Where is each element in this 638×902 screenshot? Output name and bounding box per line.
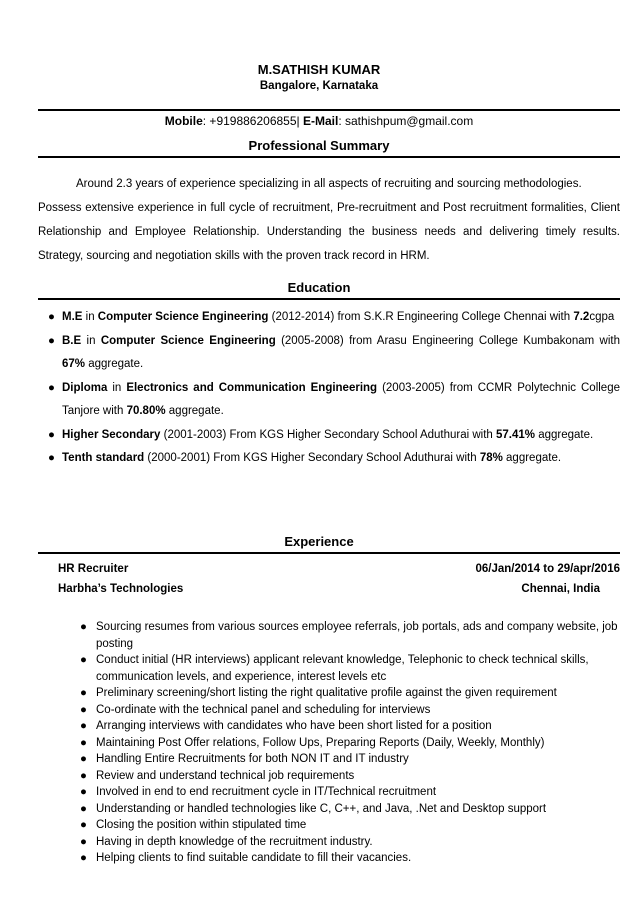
candidate-name: M.SATHISH KUMAR: [257, 62, 381, 77]
experience-rule: [38, 552, 620, 554]
job-dates: 06/Jan/2014 to 29/apr/2016: [475, 563, 620, 575]
job-company: Harbha’s Technologies: [58, 583, 184, 595]
experience-bullet: ● Handling Entire Recruitments for both NON IT and IT industry: [96, 751, 620, 768]
bullet-icon: ●: [80, 621, 87, 633]
bullet-icon: ●: [48, 452, 55, 464]
bullet-icon: ●: [48, 311, 55, 323]
education-item: ● Tenth standard (2000-2001) From KGS Higher Secondary School Aduthurai with 78% aggregate.: [62, 447, 620, 471]
experience-heading: Experience: [284, 534, 354, 549]
summary-rest: Possess extensive experience in full cycle of recruitment, Pre-recruitment and Post recruitment formalities, Client Relationship and Employee Relationship. Understanding the business needs and delivering timely results. Strategy, sourcing and negotiation skills with the proven track record in HRM.: [38, 202, 620, 262]
education-list: [48, 306, 620, 471]
experience-bullet: ● Involved in end to end recruitment cycle in IT/Technical recruitment: [96, 784, 620, 801]
bullet-icon: ●: [80, 769, 87, 782]
experience-bullet: ● Understanding or handled technologies like C, C++, and Java, .Net and Desktop support: [96, 801, 620, 818]
bullet-icon: ●: [80, 720, 87, 732]
bullet-icon: ●: [80, 852, 87, 864]
summary-heading: Professional Summary: [248, 138, 390, 153]
education-item: ● B.E in Computer Science Engineering (2005-2008) from Arasu Engineering College Kumbakonam with 67% aggregate.: [62, 330, 620, 377]
experience-bullet: ● Maintaining Post Offer relations, Follow Ups, Preparing Reports (Daily, Weekly, Monthly): [96, 735, 620, 752]
bullet-icon: ●: [80, 835, 87, 848]
bullet-icon: ●: [80, 802, 87, 815]
experience-bullet: ● Arranging interviews with candidates who have been short listed for a position: [96, 718, 620, 735]
bullet-icon: ●: [80, 654, 87, 666]
header-rule: [38, 109, 620, 111]
education-item: ● M.E in Computer Science Engineering (2012-2014) from S.K.R Engineering College Chennai with 7.2cgpa: [62, 306, 620, 330]
summary-paragraph: [38, 172, 620, 268]
experience-list: [80, 619, 620, 867]
experience-bullet: ● Co-ordinate with the technical panel and scheduling for interviews: [96, 702, 620, 719]
mobile-number: : +919886206855|: [202, 114, 303, 128]
email-label: E-Mail: [302, 114, 339, 128]
mobile-label: Mobile: [164, 114, 203, 128]
experience-bullet: ● Preliminary screening/short listing the right qualitative profile against the given requirement: [96, 685, 620, 702]
summary-first-line: Around 2.3 years of experience specializing in all aspects of recruiting and sourcing methodologies.: [76, 178, 582, 190]
education-item: ● Higher Secondary (2001-2003) From KGS Higher Secondary School Aduthurai with 57.41% aggregate.: [62, 424, 620, 448]
summary-rule: [38, 156, 620, 158]
experience-bullet: ● Having in depth knowledge of the recruitment industry.: [96, 834, 620, 851]
job-company-row: [58, 583, 620, 595]
email-address: : sathishpum@gmail.com: [338, 114, 474, 128]
bullet-icon: ●: [48, 428, 55, 441]
job-place: Chennai, India: [521, 583, 600, 595]
job-title-row: [58, 563, 620, 575]
bullet-icon: ●: [48, 381, 55, 394]
experience-bullet: ● Helping clients to find suitable candidate to fill their vacancies.: [96, 850, 620, 867]
bullet-icon: ●: [48, 334, 55, 347]
contact-line: [0, 114, 638, 128]
job-role: HR Recruiter: [58, 563, 129, 575]
bullet-icon: ●: [80, 753, 87, 765]
bullet-icon: ●: [80, 703, 87, 716]
bullet-icon: ●: [80, 819, 87, 831]
bullet-icon: ●: [80, 736, 87, 749]
education-item: ● Diploma in Electronics and Communication Engineering (2003-2005) from CCMR Polytechnic College Tanjore with 70.80% aggregate.: [62, 377, 620, 424]
education-rule: [38, 298, 620, 300]
education-heading: Education: [287, 280, 351, 295]
bullet-icon: ●: [80, 687, 87, 699]
experience-bullet: ● Review and understand technical job requirements: [96, 768, 620, 785]
experience-bullet: ● Sourcing resumes from various sources employee referrals, job portals, ads and company website, job posting: [80, 621, 618, 650]
candidate-location: Bangalore, Karnataka: [259, 80, 379, 92]
experience-bullet: ● Conduct initial (HR interviews) applicant relevant knowledge, Telephonic to check technical skills, communication levels, and experience, interest levels etc: [80, 654, 589, 683]
experience-bullet: ● Closing the position within stipulated time: [96, 817, 620, 834]
bullet-icon: ●: [80, 786, 87, 798]
